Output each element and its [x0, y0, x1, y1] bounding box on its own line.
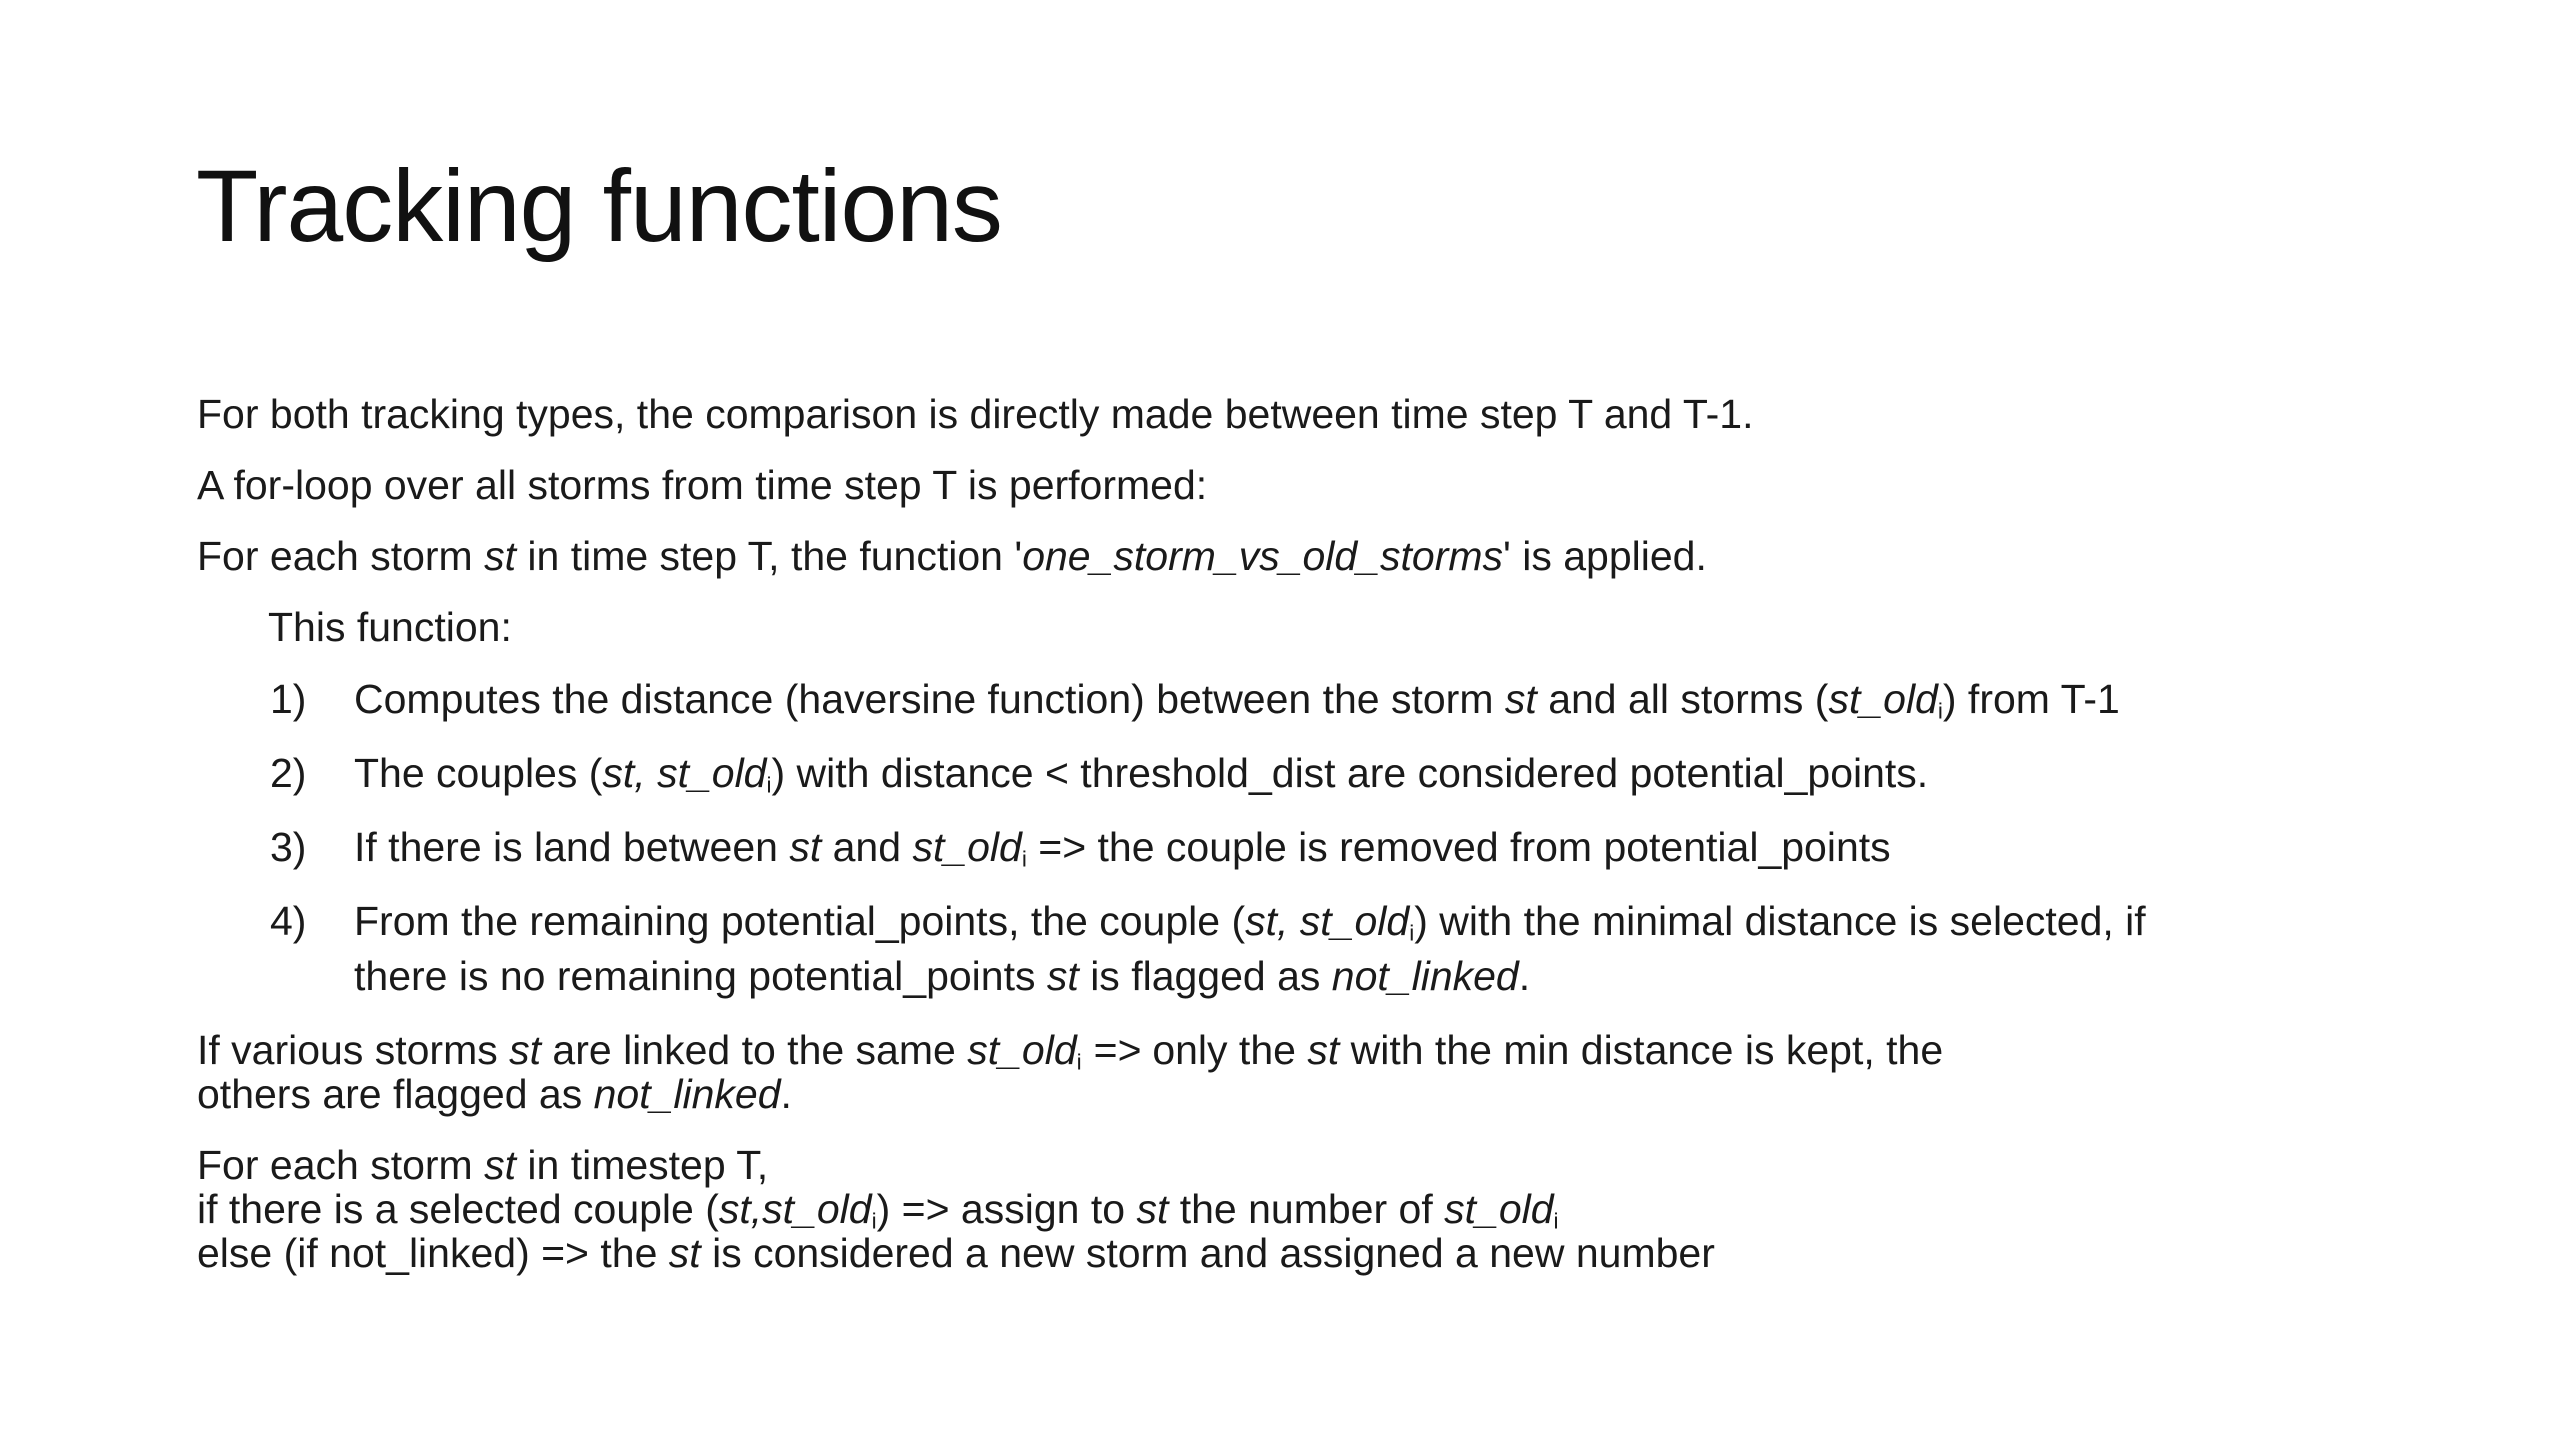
text-span: with the min distance is kept, the	[1339, 1027, 1944, 1073]
text-span: ) with distance < threshold_dist are considered potential_points.	[771, 750, 1929, 796]
storm-var: st	[484, 1142, 516, 1188]
text-span: others are flagged as	[197, 1071, 594, 1117]
not-linked-flag: not_linked	[593, 1071, 781, 1117]
text-span: there is no remaining potential_points	[354, 953, 1047, 999]
text-span: else (if not_linked) => the	[197, 1230, 669, 1276]
storm-var: st	[789, 824, 822, 870]
text-span: The couples (	[354, 750, 603, 796]
subscript: i	[766, 772, 772, 798]
step-2-text	[354, 751, 1928, 808]
text-span: From the remaining potential_points, the couple (	[354, 898, 1246, 944]
storm-var: st	[1504, 676, 1537, 722]
subscript: i	[871, 1208, 877, 1234]
arrow: =>	[1081, 1027, 1141, 1073]
intro-line-2: A for-loop over all storms from time step T is performed:	[197, 462, 1208, 508]
text-span: in timestep T,	[516, 1142, 769, 1188]
text-span: If various storms	[197, 1027, 510, 1073]
storm-var: st	[484, 533, 516, 579]
step-4-number: 4)	[270, 898, 307, 944]
intro-line-3	[197, 534, 1707, 578]
storm-var: st	[1307, 1027, 1340, 1073]
step-4-text-line-1	[354, 899, 2146, 956]
intro-line-1: For both tracking types, the comparison is directly made between time step T and T-1.	[197, 391, 1754, 437]
text-span: If there is land between	[354, 824, 790, 870]
text-span: is considered a new storm and assigned a new number	[700, 1230, 1715, 1276]
subscript: i	[1409, 920, 1415, 946]
storm-var: st	[1136, 1186, 1169, 1232]
old-storm-var: st_old	[912, 824, 1022, 870]
text-span: in time step T, the function '	[516, 533, 1023, 579]
subscript: i	[1021, 846, 1027, 872]
step-1-text	[354, 677, 2120, 734]
couple-var: st,st_old	[718, 1186, 872, 1232]
step-3-text	[354, 825, 1891, 882]
final-line-1	[197, 1143, 768, 1187]
storm-var: st	[509, 1027, 542, 1073]
function-label: This function:	[268, 604, 512, 650]
step-3-number: 3)	[270, 824, 307, 870]
text-span: => the couple is removed from potential_points	[1026, 824, 1891, 870]
slide-title: Tracking functions	[196, 149, 1002, 263]
old-storm-var: st_old	[967, 1027, 1077, 1073]
text-span: Computes the distance (haversine function) between the storm	[354, 676, 1505, 722]
couple-var: st, st_old	[1245, 898, 1410, 944]
storm-var: st	[1046, 953, 1079, 999]
old-storm-var: st_old	[1828, 676, 1938, 722]
function-name: one_storm_vs_old_storms	[1022, 533, 1504, 579]
subscript: i	[1076, 1049, 1082, 1075]
text-span: For each storm	[197, 1142, 485, 1188]
couple-var: st, st_old	[602, 750, 767, 796]
text-span: ) with the minimal distance is selected, if	[1414, 898, 2146, 944]
not-linked-flag: not_linked	[1331, 953, 1519, 999]
text-span: only the	[1140, 1027, 1308, 1073]
text-span: .	[1518, 953, 1531, 999]
text-span: For each storm	[197, 533, 485, 579]
step-1-number: 1)	[270, 676, 307, 722]
subscript: i	[1937, 698, 1943, 724]
text-span: is flagged as	[1078, 953, 1332, 999]
text-span: ) => assign to	[876, 1186, 1137, 1232]
text-span: and all storms (	[1536, 676, 1829, 722]
text-span: are linked to the same	[541, 1027, 968, 1073]
text-span: .	[780, 1071, 792, 1117]
text-span: ' is applied.	[1503, 533, 1707, 579]
step-2-number: 2)	[270, 750, 307, 796]
step-4-text-line-2	[354, 954, 1530, 998]
storm-var: st	[668, 1230, 701, 1276]
text-span: the number of	[1168, 1186, 1445, 1232]
text-span: if there is a selected couple (	[197, 1186, 719, 1232]
text-span: and	[821, 824, 913, 870]
old-storm-var: st_old	[1444, 1186, 1554, 1232]
subscript: i	[1553, 1208, 1559, 1234]
text-span: ) from T-1	[1942, 676, 2120, 722]
various-line-2	[197, 1072, 792, 1116]
final-line-3	[197, 1231, 1715, 1275]
